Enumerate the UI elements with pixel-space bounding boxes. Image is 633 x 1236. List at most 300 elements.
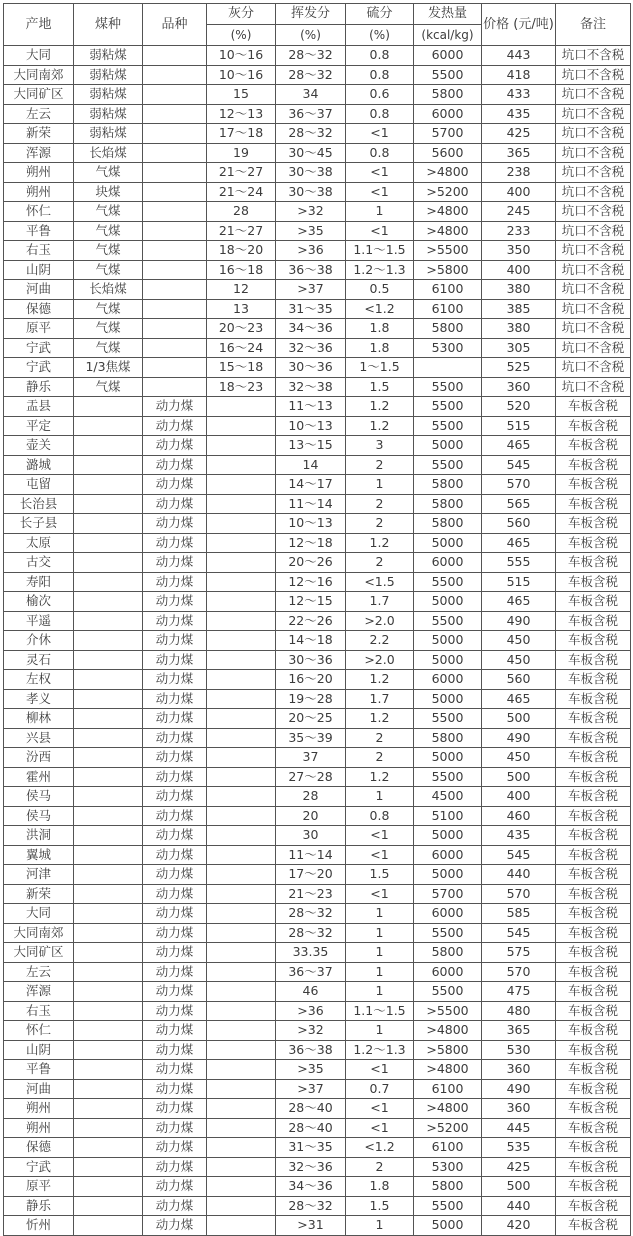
- cell-sulfur: 1.2～1.3: [346, 260, 414, 280]
- cell-sulfur: 0.8: [346, 806, 414, 826]
- cell-coal-type: [74, 1040, 143, 1060]
- cell-price: 400: [482, 260, 556, 280]
- cell-coal-type: [74, 1196, 143, 1216]
- cell-price: 535: [482, 1138, 556, 1158]
- cell-coal-type: 弱粘煤: [74, 46, 143, 66]
- table-row: [4, 904, 631, 924]
- cell-origin: 浑源: [4, 143, 74, 163]
- cell-price: 435: [482, 104, 556, 124]
- cell-price: 545: [482, 923, 556, 943]
- cell-ash: [207, 1177, 276, 1197]
- cell-price: 365: [482, 143, 556, 163]
- cell-origin: 保德: [4, 299, 74, 319]
- cell-coal-type: 块煤: [74, 182, 143, 202]
- cell-sulfur: 0.8: [346, 143, 414, 163]
- cell-price: 575: [482, 943, 556, 963]
- table-row: [4, 494, 631, 514]
- cell-note: 车板含税: [556, 572, 631, 592]
- cell-variety: [143, 358, 207, 378]
- cell-ash: [207, 416, 276, 436]
- cell-origin: 大同南郊: [4, 923, 74, 943]
- cell-price: 450: [482, 748, 556, 768]
- table-row: [4, 553, 631, 573]
- cell-origin: 大同: [4, 904, 74, 924]
- cell-volatile: 34: [276, 85, 346, 105]
- cell-volatile: 46: [276, 982, 346, 1002]
- cell-price: 420: [482, 1216, 556, 1236]
- cell-volatile: >37: [276, 1079, 346, 1099]
- cell-coal-type: [74, 884, 143, 904]
- cell-sulfur: 0.8: [346, 65, 414, 85]
- cell-volatile: >32: [276, 1021, 346, 1041]
- cell-coal-type: 气煤: [74, 338, 143, 358]
- table-row: [4, 767, 631, 787]
- cell-calorific: >5800: [414, 1040, 482, 1060]
- cell-volatile: 14～17: [276, 475, 346, 495]
- cell-price: 305: [482, 338, 556, 358]
- cell-price: 443: [482, 46, 556, 66]
- cell-ash: [207, 962, 276, 982]
- cell-ash: 19: [207, 143, 276, 163]
- cell-price: 545: [482, 455, 556, 475]
- cell-variety: 动力煤: [143, 514, 207, 534]
- cell-origin: 汾西: [4, 748, 74, 768]
- cell-volatile: 36～38: [276, 260, 346, 280]
- cell-coal-type: [74, 982, 143, 1002]
- cell-variety: [143, 182, 207, 202]
- cell-calorific: 5000: [414, 592, 482, 612]
- cell-price: 360: [482, 1099, 556, 1119]
- cell-note: 车板含税: [556, 397, 631, 417]
- cell-sulfur: 2: [346, 455, 414, 475]
- cell-variety: [143, 221, 207, 241]
- cell-coal-type: [74, 592, 143, 612]
- cell-coal-type: [74, 1138, 143, 1158]
- cell-volatile: 36～37: [276, 104, 346, 124]
- cell-origin: 侯马: [4, 806, 74, 826]
- cell-ash: 12～13: [207, 104, 276, 124]
- header-calorific-unit: (kcal/kg): [414, 25, 482, 46]
- cell-volatile: 28～32: [276, 65, 346, 85]
- cell-sulfur: 2: [346, 748, 414, 768]
- table-row: [4, 592, 631, 612]
- cell-origin: 原平: [4, 319, 74, 339]
- cell-note: 车板含税: [556, 592, 631, 612]
- cell-origin: 右玉: [4, 1001, 74, 1021]
- cell-sulfur: 0.6: [346, 85, 414, 105]
- cell-variety: 动力煤: [143, 1001, 207, 1021]
- cell-price: 585: [482, 904, 556, 924]
- cell-origin: 大同: [4, 46, 74, 66]
- cell-price: 245: [482, 202, 556, 222]
- cell-calorific: >5800: [414, 260, 482, 280]
- cell-sulfur: 2: [346, 728, 414, 748]
- cell-coal-type: [74, 1099, 143, 1119]
- cell-calorific: 5000: [414, 650, 482, 670]
- cell-coal-type: [74, 650, 143, 670]
- cell-volatile: 28～32: [276, 1196, 346, 1216]
- cell-coal-type: [74, 455, 143, 475]
- cell-sulfur: <1: [346, 1118, 414, 1138]
- cell-sulfur: 1: [346, 962, 414, 982]
- cell-ash: [207, 1060, 276, 1080]
- cell-coal-type: [74, 689, 143, 709]
- cell-calorific: 5000: [414, 533, 482, 553]
- cell-origin: 宁武: [4, 1157, 74, 1177]
- cell-origin: 原平: [4, 1177, 74, 1197]
- cell-note: 车板含税: [556, 943, 631, 963]
- table-row: [4, 787, 631, 807]
- cell-variety: 动力煤: [143, 631, 207, 651]
- cell-sulfur: 3: [346, 436, 414, 456]
- cell-coal-type: [74, 709, 143, 729]
- cell-variety: 动力煤: [143, 533, 207, 553]
- cell-variety: 动力煤: [143, 1216, 207, 1236]
- cell-variety: 动力煤: [143, 1118, 207, 1138]
- cell-calorific: 6000: [414, 962, 482, 982]
- cell-sulfur: 1: [346, 202, 414, 222]
- cell-variety: 动力煤: [143, 494, 207, 514]
- cell-coal-type: [74, 923, 143, 943]
- cell-origin: 静乐: [4, 1196, 74, 1216]
- cell-sulfur: 1: [346, 904, 414, 924]
- cell-note: 车板含税: [556, 1138, 631, 1158]
- header-coal-type: 煤种: [74, 4, 143, 46]
- cell-price: 433: [482, 85, 556, 105]
- cell-note: 车板含税: [556, 845, 631, 865]
- cell-ash: 15～18: [207, 358, 276, 378]
- cell-volatile: 10～13: [276, 514, 346, 534]
- table-row: [4, 338, 631, 358]
- cell-variety: 动力煤: [143, 884, 207, 904]
- cell-variety: [143, 202, 207, 222]
- header-ash-unit: (%): [207, 25, 276, 46]
- table-row: [4, 514, 631, 534]
- table-row: [4, 124, 631, 144]
- cell-volatile: 28～32: [276, 923, 346, 943]
- cell-coal-type: [74, 904, 143, 924]
- table-row: [4, 358, 631, 378]
- cell-origin: 忻州: [4, 1216, 74, 1236]
- cell-price: 490: [482, 1079, 556, 1099]
- cell-note: 车板含税: [556, 923, 631, 943]
- table-row: [4, 260, 631, 280]
- header-note: 备注: [556, 4, 631, 46]
- cell-note: 车板含税: [556, 767, 631, 787]
- cell-sulfur: 1.8: [346, 338, 414, 358]
- table-row: [4, 1196, 631, 1216]
- cell-calorific: 6100: [414, 280, 482, 300]
- cell-price: 465: [482, 436, 556, 456]
- cell-variety: [143, 260, 207, 280]
- cell-volatile: 28～32: [276, 124, 346, 144]
- cell-variety: 动力煤: [143, 748, 207, 768]
- cell-sulfur: 1: [346, 787, 414, 807]
- cell-note: 坑口不含税: [556, 221, 631, 241]
- cell-origin: 介休: [4, 631, 74, 651]
- cell-origin: 怀仁: [4, 202, 74, 222]
- cell-calorific: 6000: [414, 670, 482, 690]
- cell-variety: [143, 319, 207, 339]
- cell-volatile: 17～20: [276, 865, 346, 885]
- table-row: [4, 845, 631, 865]
- cell-coal-type: [74, 865, 143, 885]
- cell-coal-type: 气煤: [74, 377, 143, 397]
- cell-variety: 动力煤: [143, 650, 207, 670]
- cell-calorific: 5500: [414, 455, 482, 475]
- cell-ash: [207, 787, 276, 807]
- cell-calorific: 5300: [414, 1157, 482, 1177]
- cell-origin: 河曲: [4, 1079, 74, 1099]
- cell-calorific: 5000: [414, 865, 482, 885]
- cell-sulfur: <1.5: [346, 572, 414, 592]
- cell-sulfur: 0.7: [346, 1079, 414, 1099]
- cell-note: 坑口不含税: [556, 202, 631, 222]
- cell-note: 车板含税: [556, 1157, 631, 1177]
- cell-variety: [143, 377, 207, 397]
- cell-volatile: 31～35: [276, 299, 346, 319]
- cell-ash: 10～16: [207, 65, 276, 85]
- cell-sulfur: 1.5: [346, 377, 414, 397]
- cell-note: 车板含税: [556, 436, 631, 456]
- cell-calorific: 6000: [414, 904, 482, 924]
- table-row: [4, 611, 631, 631]
- cell-variety: 动力煤: [143, 1021, 207, 1041]
- cell-variety: [143, 143, 207, 163]
- cell-volatile: 20: [276, 806, 346, 826]
- cell-volatile: 30: [276, 826, 346, 846]
- cell-coal-type: 弱粘煤: [74, 124, 143, 144]
- cell-note: 车板含税: [556, 689, 631, 709]
- cell-variety: 动力煤: [143, 709, 207, 729]
- cell-variety: 动力煤: [143, 397, 207, 417]
- cell-variety: 动力煤: [143, 845, 207, 865]
- cell-variety: 动力煤: [143, 436, 207, 456]
- cell-note: 车板含税: [556, 884, 631, 904]
- cell-volatile: 30～36: [276, 650, 346, 670]
- cell-variety: 动力煤: [143, 982, 207, 1002]
- cell-ash: [207, 1157, 276, 1177]
- cell-coal-type: 气煤: [74, 319, 143, 339]
- table-row: [4, 319, 631, 339]
- cell-coal-type: 气煤: [74, 241, 143, 261]
- cell-origin: 左云: [4, 104, 74, 124]
- table-row: [4, 436, 631, 456]
- cell-sulfur: 1.7: [346, 689, 414, 709]
- cell-price: 560: [482, 670, 556, 690]
- cell-sulfur: 1.1～1.5: [346, 1001, 414, 1021]
- cell-note: 坑口不含税: [556, 260, 631, 280]
- table-row: [4, 1099, 631, 1119]
- cell-variety: 动力煤: [143, 416, 207, 436]
- cell-origin: 宁武: [4, 338, 74, 358]
- cell-variety: [143, 85, 207, 105]
- table-row: [4, 1001, 631, 1021]
- cell-origin: 盂县: [4, 397, 74, 417]
- cell-sulfur: >2.0: [346, 650, 414, 670]
- cell-calorific: 5500: [414, 923, 482, 943]
- cell-volatile: 30～45: [276, 143, 346, 163]
- cell-ash: [207, 767, 276, 787]
- cell-ash: [207, 982, 276, 1002]
- cell-sulfur: <1: [346, 884, 414, 904]
- cell-origin: 朔州: [4, 163, 74, 183]
- cell-calorific: >5500: [414, 241, 482, 261]
- cell-note: 坑口不含税: [556, 299, 631, 319]
- cell-sulfur: 1: [346, 1216, 414, 1236]
- cell-variety: 动力煤: [143, 1040, 207, 1060]
- cell-calorific: 5500: [414, 65, 482, 85]
- cell-volatile: 35～39: [276, 728, 346, 748]
- cell-variety: 动力煤: [143, 865, 207, 885]
- cell-variety: 动力煤: [143, 455, 207, 475]
- cell-price: 500: [482, 709, 556, 729]
- cell-coal-type: 气煤: [74, 163, 143, 183]
- header-variety: 品种: [143, 4, 207, 46]
- cell-calorific: >4800: [414, 221, 482, 241]
- cell-sulfur: 1: [346, 1021, 414, 1041]
- cell-variety: 动力煤: [143, 475, 207, 495]
- table-row: [4, 826, 631, 846]
- cell-note: 坑口不含税: [556, 377, 631, 397]
- cell-sulfur: 1.2: [346, 670, 414, 690]
- cell-volatile: 30～38: [276, 182, 346, 202]
- table-row: [4, 670, 631, 690]
- cell-volatile: 30～36: [276, 358, 346, 378]
- cell-price: 475: [482, 982, 556, 1002]
- table-row: [4, 923, 631, 943]
- cell-calorific: >4800: [414, 202, 482, 222]
- cell-calorific: 5000: [414, 748, 482, 768]
- cell-coal-type: [74, 670, 143, 690]
- cell-ash: 12: [207, 280, 276, 300]
- cell-ash: [207, 475, 276, 495]
- cell-calorific: 5500: [414, 416, 482, 436]
- cell-variety: 动力煤: [143, 1079, 207, 1099]
- cell-note: 车板含税: [556, 553, 631, 573]
- cell-calorific: 6000: [414, 104, 482, 124]
- cell-origin: 平遥: [4, 611, 74, 631]
- table-row: [4, 533, 631, 553]
- cell-note: 车板含税: [556, 533, 631, 553]
- cell-calorific: 5000: [414, 436, 482, 456]
- cell-price: 545: [482, 845, 556, 865]
- cell-price: 445: [482, 1118, 556, 1138]
- header-origin: 产地: [4, 4, 74, 46]
- cell-calorific: 5100: [414, 806, 482, 826]
- cell-coal-type: [74, 1021, 143, 1041]
- cell-origin: 平定: [4, 416, 74, 436]
- cell-coal-type: [74, 494, 143, 514]
- cell-price: 490: [482, 611, 556, 631]
- table-row: [4, 1177, 631, 1197]
- table-row: [4, 1157, 631, 1177]
- cell-volatile: 37: [276, 748, 346, 768]
- cell-variety: [143, 163, 207, 183]
- cell-origin: 长子县: [4, 514, 74, 534]
- cell-coal-type: [74, 806, 143, 826]
- cell-note: 车板含税: [556, 865, 631, 885]
- cell-calorific: 6100: [414, 1079, 482, 1099]
- cell-coal-type: [74, 845, 143, 865]
- cell-origin: 霍州: [4, 767, 74, 787]
- header-sulfur: 硫分: [346, 4, 414, 25]
- table-row: [4, 884, 631, 904]
- cell-price: 460: [482, 806, 556, 826]
- cell-variety: 动力煤: [143, 826, 207, 846]
- cell-origin: 新荣: [4, 884, 74, 904]
- cell-note: 车板含税: [556, 1216, 631, 1236]
- cell-ash: 10～16: [207, 46, 276, 66]
- cell-price: 500: [482, 1177, 556, 1197]
- cell-sulfur: 1.2: [346, 416, 414, 436]
- cell-price: 530: [482, 1040, 556, 1060]
- cell-note: 车板含税: [556, 1196, 631, 1216]
- cell-variety: [143, 104, 207, 124]
- header-price: 价格 (元/吨): [482, 4, 556, 46]
- cell-sulfur: 0.8: [346, 104, 414, 124]
- cell-price: 465: [482, 533, 556, 553]
- cell-origin: 左权: [4, 670, 74, 690]
- cell-calorific: 5000: [414, 826, 482, 846]
- cell-coal-type: [74, 553, 143, 573]
- table-row: [4, 982, 631, 1002]
- cell-note: 车板含税: [556, 494, 631, 514]
- table-row: [4, 85, 631, 105]
- cell-coal-type: [74, 787, 143, 807]
- cell-ash: [207, 923, 276, 943]
- cell-price: 440: [482, 1196, 556, 1216]
- cell-ash: 13: [207, 299, 276, 319]
- cell-origin: 灵石: [4, 650, 74, 670]
- cell-ash: [207, 689, 276, 709]
- cell-note: 车板含税: [556, 962, 631, 982]
- cell-note: 车板含税: [556, 631, 631, 651]
- cell-origin: 柳林: [4, 709, 74, 729]
- table-row: [4, 202, 631, 222]
- table-row: [4, 709, 631, 729]
- cell-coal-type: 1/3焦煤: [74, 358, 143, 378]
- cell-price: 360: [482, 377, 556, 397]
- table-row: [4, 299, 631, 319]
- cell-volatile: 21～23: [276, 884, 346, 904]
- cell-ash: [207, 533, 276, 553]
- cell-price: 440: [482, 865, 556, 885]
- cell-variety: 动力煤: [143, 689, 207, 709]
- cell-ash: 21～27: [207, 221, 276, 241]
- cell-price: 360: [482, 1060, 556, 1080]
- cell-note: 车板含税: [556, 826, 631, 846]
- cell-volatile: 10～13: [276, 416, 346, 436]
- cell-coal-type: 气煤: [74, 221, 143, 241]
- cell-volatile: >36: [276, 241, 346, 261]
- cell-origin: 潞城: [4, 455, 74, 475]
- cell-volatile: 31～35: [276, 1138, 346, 1158]
- cell-price: 480: [482, 1001, 556, 1021]
- cell-calorific: 5500: [414, 767, 482, 787]
- cell-variety: [143, 299, 207, 319]
- cell-volatile: 20～25: [276, 709, 346, 729]
- header-ash: 灰分: [207, 4, 276, 25]
- cell-origin: 屯留: [4, 475, 74, 495]
- cell-calorific: 5800: [414, 85, 482, 105]
- cell-sulfur: 1.7: [346, 592, 414, 612]
- cell-note: 车板含税: [556, 904, 631, 924]
- cell-volatile: 12～16: [276, 572, 346, 592]
- cell-calorific: 5600: [414, 143, 482, 163]
- cell-volatile: 36～37: [276, 962, 346, 982]
- table-row: [4, 748, 631, 768]
